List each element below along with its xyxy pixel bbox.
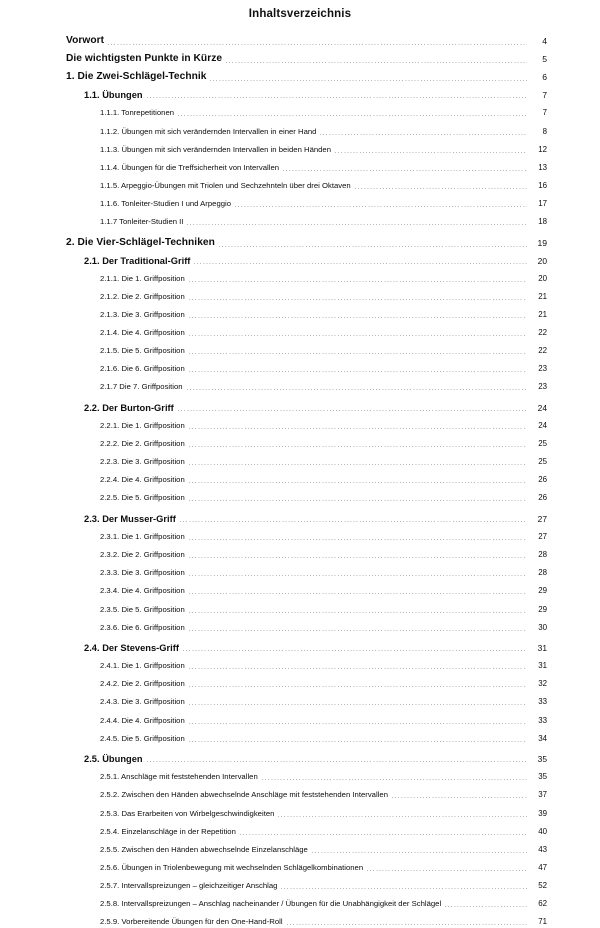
toc-entry[interactable]: [0, 597, 600, 615]
toc-entry[interactable]: [0, 747, 600, 765]
toc-entry-page-number: 40: [538, 826, 547, 836]
toc-dot-leader: [189, 422, 527, 432]
toc-entry[interactable]: [0, 65, 600, 83]
toc-entry-label: 1.1.2. Übungen mit sich verändernden Intervallen in einer Hand: [100, 126, 317, 136]
toc-entry[interactable]: [0, 636, 600, 654]
toc-entry-page-number: 21: [538, 291, 547, 301]
toc-dot-leader: [189, 311, 527, 321]
toc-dot-leader: [312, 846, 527, 856]
toc-entry[interactable]: [0, 47, 600, 65]
toc-dot-leader: [147, 91, 527, 101]
toc-entry-label: 2.1.3. Die 3. Griffposition: [100, 310, 185, 319]
toc-entry-label: 2.4.3. Die 3. Griffposition: [100, 697, 185, 707]
toc-entry-page-number: 24: [537, 402, 547, 413]
toc-entry-page-number: 25: [538, 439, 547, 449]
toc-dot-leader: [189, 365, 527, 375]
toc-dot-leader: [187, 218, 527, 228]
toc-entry-page-number: 43: [538, 844, 547, 854]
toc-entry-label: 1.1.5. Arpeggio-Übungen mit Triolen und Sechzehnteln über drei Oktaven: [100, 180, 351, 190]
toc-entry-label: 2.5.4. Einzelanschläge in der Repetition: [100, 826, 236, 836]
toc-dot-leader: [235, 200, 527, 210]
toc-entry-page-number: 34: [538, 733, 547, 743]
toc-entry-label: 2.3. Der Musser-Griff: [84, 514, 176, 525]
toc-dot-leader: [367, 864, 527, 874]
toc-entry-page-number: 26: [538, 493, 547, 503]
toc-dot-leader: [189, 551, 527, 561]
toc-entry-label: 2.2.4. Die 4. Griffposition: [100, 475, 185, 485]
toc-dot-leader: [189, 717, 527, 727]
toc-entry-page-number: 17: [538, 198, 547, 208]
toc-entry-page-number: 52: [538, 880, 547, 890]
toc-entry[interactable]: [0, 321, 600, 339]
toc-dot-leader: [147, 755, 527, 765]
toc-entry-page-number: 4: [542, 36, 547, 47]
toc-entry-label: 2.4. Der Stevens-Griff: [84, 643, 179, 654]
toc-entry[interactable]: [0, 856, 600, 874]
toc-entry-page-number: 29: [538, 586, 547, 596]
toc-entry-label: 2. Die Vier-Schlägel-Techniken: [66, 236, 215, 248]
toc-dot-leader: [189, 458, 527, 468]
toc-entry-page-number: 16: [538, 180, 547, 190]
toc-entry[interactable]: [0, 414, 600, 432]
toc-entry-label: 2.3.4. Die 4. Griffposition: [100, 586, 185, 596]
toc-entry-page-number: 22: [538, 346, 547, 356]
toc-dot-leader: [189, 606, 527, 616]
toc-entry-page-number: 31: [537, 643, 547, 654]
toc-entry[interactable]: [0, 486, 600, 504]
toc-entry[interactable]: [0, 432, 600, 450]
toc-entry[interactable]: [0, 285, 600, 303]
toc-entry-page-number: 71: [538, 917, 547, 927]
toc-entry[interactable]: [0, 801, 600, 819]
toc-dot-leader: [189, 680, 527, 690]
toc-entry[interactable]: [0, 210, 600, 228]
toc-entry-label: 2.3.5. Die 5. Griffposition: [100, 604, 185, 614]
toc-entry[interactable]: [0, 375, 600, 393]
page-title: Inhaltsverzeichnis: [248, 8, 352, 20]
toc-entry-page-number: 47: [538, 862, 547, 872]
toc-entry-label: 1.1. Übungen: [84, 90, 143, 101]
toc-entry-label: 1. Die Zwei-Schlägel-Technik: [66, 71, 207, 83]
toc-dot-leader: [335, 146, 527, 156]
toc-entry[interactable]: [0, 83, 600, 101]
toc-entry-page-number: 6: [542, 72, 547, 83]
toc-entry-page-number: 62: [538, 899, 547, 908]
toc-entry-page-number: 18: [538, 217, 547, 227]
toc-dot-leader: [283, 164, 527, 174]
toc-entry[interactable]: [0, 838, 600, 856]
toc-entry-page-number: 27: [537, 514, 547, 525]
toc-entry-page-number: 35: [537, 754, 547, 765]
toc-dot-leader: [278, 810, 527, 820]
toc-entry-page-number: 7: [542, 108, 547, 118]
toc-entry-page-number: 26: [538, 475, 547, 485]
toc-entry[interactable]: [0, 561, 600, 579]
toc-entry-label: 2.3.2. Die 2. Griffposition: [100, 550, 185, 560]
toc-entry[interactable]: [0, 892, 600, 910]
toc-entry-page-number: 25: [538, 457, 547, 467]
toc-entry-label: 1.1.6. Tonleiter-Studien I und Arpeggio: [100, 198, 232, 208]
toc-entry-label: 2.2. Der Burton-Griff: [84, 402, 174, 413]
toc-entry-page-number: 8: [542, 126, 547, 136]
toc-dot-leader: [189, 275, 527, 285]
toc-entry-label: 2.2.3. Die 3. Griffposition: [100, 457, 185, 467]
toc-entry-label: 1.1.7 Tonleiter-Studien II: [100, 217, 184, 227]
toc-entry-label: 2.4.5. Die 5. Griffposition: [100, 733, 185, 743]
toc-entry[interactable]: [0, 192, 600, 210]
toc-entry-label: 2.1.2. Die 2. Griffposition: [100, 291, 185, 301]
toc-entry-label: Vorwort: [66, 35, 105, 47]
toc-dot-leader: [189, 293, 527, 303]
toc-entry-label: 2.3.6. Die 6. Griffposition: [100, 622, 185, 632]
toc-entry-label: 1.1.1. Tonrepetitionen: [100, 108, 175, 118]
toc-entry-label: 2.5.6. Übungen in Triolenbewegung mit wechselnden Schlägelkombinationen: [100, 862, 364, 872]
toc-dot-leader: [189, 533, 527, 543]
toc-entry[interactable]: [0, 267, 600, 285]
toc-entry-label: 2.5.2. Zwischen den Händen abwechselnde Anschläge mit feststehenden Intervallen: [100, 790, 388, 800]
toc-entry-page-number: 31: [538, 661, 547, 671]
toc-dot-leader: [226, 55, 527, 65]
toc-dot-leader: [320, 128, 527, 138]
toc-entry-label: 2.3.1. Die 1. Griffposition: [100, 532, 185, 542]
toc-dot-leader: [281, 882, 527, 892]
toc-entry[interactable]: [0, 874, 600, 892]
toc-entry-label: 2.2.5. Die 5. Griffposition: [100, 493, 185, 503]
toc-dot-leader: [219, 239, 527, 249]
toc-entry[interactable]: [0, 249, 600, 267]
toc-entry-label: 2.5.5. Zwischen den Händen abwechselnde Einzelanschläge: [100, 844, 308, 854]
toc-entry[interactable]: [0, 101, 600, 119]
toc-entry[interactable]: [0, 690, 600, 708]
toc-entry-page-number: 37: [538, 790, 547, 800]
toc-entry-page-number: 28: [538, 550, 547, 560]
toc-entry-label: 2.1.7 Die 7. Griffposition: [100, 382, 183, 392]
toc-dot-leader: [262, 773, 527, 783]
toc-entry-label: 2.1.5. Die 5. Griffposition: [100, 346, 185, 356]
toc-entry-page-number: 13: [538, 162, 547, 172]
toc-entry-page-number: 19: [537, 237, 547, 248]
toc-dot-leader: [210, 73, 527, 83]
toc-dot-leader: [183, 644, 527, 654]
toc-entry[interactable]: [0, 616, 600, 634]
toc-entry[interactable]: [0, 450, 600, 468]
toc-dot-leader: [187, 383, 527, 393]
toc-entry-page-number: 24: [538, 421, 547, 431]
toc-dot-leader: [180, 515, 527, 525]
toc-entry-label: 2.5.1. Anschläge mit feststehenden Intervallen: [100, 772, 258, 782]
toc-dot-leader: [445, 900, 527, 910]
toc-entry-label: 2.2.1. Die 1. Griffposition: [100, 421, 185, 431]
toc-entry-label: 2.5.3. Das Erarbeiten von Wirbelgeschwindigkeiten: [100, 808, 275, 818]
toc-entry[interactable]: [0, 468, 600, 486]
toc-dot-leader: [178, 109, 527, 119]
toc-entry-label: 2.5.8. Intervallspreizungen – Anschlag nacheinander / Übungen für die Unabhängigkeit der Schlägel: [100, 899, 442, 908]
toc-dot-leader: [189, 698, 527, 708]
toc-entry-label: 2.5. Übungen: [84, 754, 143, 765]
toc-entry[interactable]: [0, 29, 600, 47]
toc-entry-label: 2.2.2. Die 2. Griffposition: [100, 439, 185, 449]
toc-entry-label: 2.1.4. Die 4. Griffposition: [100, 328, 185, 338]
toc-entry[interactable]: [0, 708, 600, 726]
toc-entry-page-number: 32: [538, 679, 547, 689]
toc-dot-leader: [355, 182, 527, 192]
toc-entry-label: 2.3.3. Die 3. Griffposition: [100, 568, 185, 578]
toc-entry-label: Die wichtigsten Punkte in Kürze: [66, 53, 223, 65]
toc-entry[interactable]: [0, 119, 600, 137]
toc-entry-page-number: 7: [542, 90, 547, 101]
toc-entry[interactable]: [0, 910, 600, 928]
toc-entry-label: 2.1.1. Die 1. Griffposition: [100, 273, 185, 283]
toc-dot-leader: [189, 624, 527, 634]
toc-dot-leader: [178, 404, 527, 414]
toc-entry[interactable]: [0, 783, 600, 801]
toc-dot-leader: [189, 476, 527, 486]
toc-entry-page-number: 22: [538, 328, 547, 338]
toc-entry-page-number: 23: [538, 382, 547, 392]
toc-entry-page-number: 28: [538, 568, 547, 578]
toc-entry[interactable]: [0, 672, 600, 690]
toc-entry-page-number: 27: [538, 532, 547, 542]
toc-entry-page-number: 30: [538, 622, 547, 632]
toc-entry[interactable]: [0, 339, 600, 357]
toc-entry[interactable]: [0, 820, 600, 838]
toc-entry[interactable]: [0, 654, 600, 672]
toc-entry-page-number: 33: [538, 715, 547, 725]
toc-entry-page-number: 23: [538, 364, 547, 374]
toc-dot-leader: [189, 440, 527, 450]
toc-dot-leader: [189, 347, 527, 357]
toc-entry[interactable]: [0, 174, 600, 192]
toc-entry[interactable]: [0, 579, 600, 597]
toc-entry-page-number: 20: [538, 273, 547, 283]
toc-entry[interactable]: [0, 303, 600, 321]
toc-dot-leader: [392, 791, 527, 801]
toc-entry-page-number: 33: [538, 697, 547, 707]
toc-entry-page-number: 21: [538, 310, 547, 319]
toc-entry-label: 2.4.1. Die 1. Griffposition: [100, 661, 185, 671]
toc-entry[interactable]: [0, 231, 600, 249]
toc-entry-label: 2.4.4. Die 4. Griffposition: [100, 715, 185, 725]
toc-dot-leader: [194, 257, 527, 267]
toc-entry-page-number: 20: [537, 255, 547, 266]
toc-entry[interactable]: [0, 765, 600, 783]
toc-dot-leader: [287, 918, 527, 928]
toc-entry-label: 2.1. Der Traditional-Griff: [84, 255, 191, 266]
toc-dot-leader: [189, 329, 527, 339]
toc-entry[interactable]: [0, 396, 600, 414]
toc-entry[interactable]: [0, 727, 600, 745]
toc-entry[interactable]: [0, 156, 600, 174]
toc-dot-leader: [108, 37, 527, 47]
toc-entry[interactable]: [0, 507, 600, 525]
toc-entry[interactable]: [0, 543, 600, 561]
toc-entry-page-number: 39: [538, 808, 547, 818]
toc-entry-label: 1.1.3. Übungen mit sich verändernden Intervallen in beiden Händen: [100, 144, 332, 154]
toc-entry-label: 2.5.7. Intervallspreizungen – gleichzeitiger Anschlag: [100, 880, 278, 890]
toc-entry-label: 2.1.6. Die 6. Griffposition: [100, 364, 185, 374]
toc-dot-leader: [189, 735, 527, 745]
toc-entry-page-number: 5: [542, 54, 547, 65]
toc-dot-leader: [189, 662, 527, 672]
table-of-contents-list: [0, 29, 600, 928]
toc-dot-leader: [189, 587, 527, 597]
toc-entry[interactable]: [0, 357, 600, 375]
toc-dot-leader: [240, 828, 527, 838]
toc-entry-label: 2.4.2. Die 2. Griffposition: [100, 679, 185, 689]
toc-entry-page-number: 29: [538, 604, 547, 614]
toc-entry[interactable]: [0, 525, 600, 543]
toc-entry-page-number: 12: [538, 144, 547, 154]
toc-entry-label: 2.5.9. Vorbereitende Übungen für den One-Hand-Roll: [100, 917, 283, 927]
toc-dot-leader: [189, 494, 527, 504]
toc-entry-label: 1.1.4. Übungen für die Treffsicherheit von Intervallen: [100, 162, 280, 172]
toc-entry-page-number: 35: [538, 772, 547, 782]
toc-entry[interactable]: [0, 138, 600, 156]
toc-dot-leader: [189, 569, 527, 579]
